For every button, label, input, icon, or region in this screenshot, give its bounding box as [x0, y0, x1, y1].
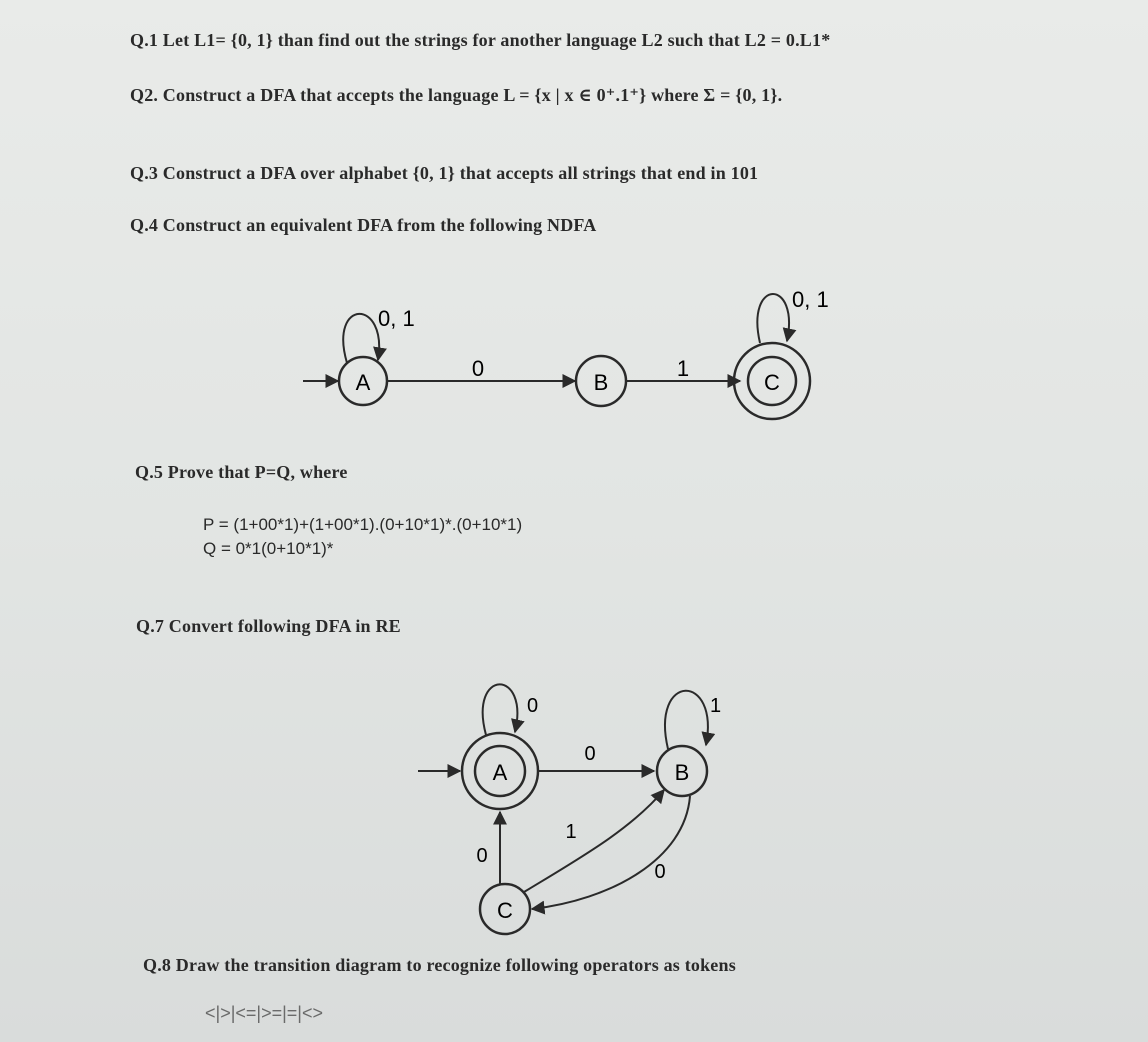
dfa-edge-b-c-label: 0 [654, 861, 666, 883]
operators-list: <|>|<=|>=|=|<> [205, 1003, 323, 1023]
ndfa-loop-a-label: 0, 1 [378, 306, 415, 331]
dfa-loop-a-label: 0 [527, 695, 539, 717]
dfa-loop-b [665, 691, 708, 749]
dfa-state-a-label: A [492, 760, 508, 785]
dfa-edge-c-a-label: 0 [476, 845, 488, 867]
question-8: Q.8 Draw the transition diagram to recognize following operators as tokens [143, 955, 736, 975]
question-7: Q.7 Convert following DFA in RE [136, 616, 401, 636]
dfa-edge-c-b-label: 1 [565, 821, 577, 843]
dfa-edge-a-b-label: 0 [584, 743, 596, 765]
question-5: Q.5 Prove that P=Q, where [135, 462, 348, 482]
dfa-loop-a [483, 684, 518, 735]
ndfa-state-a-label: A [355, 370, 371, 395]
ndfa-state-b-label: B [593, 370, 609, 395]
question-2: Q2. Construct a DFA that accepts the language L = {x | x ∈ 0⁺.1⁺} where Σ = {0, 1}. [130, 85, 783, 105]
dfa-state-b-label: B [674, 760, 690, 785]
question-4: Q.4 Construct an equivalent DFA from the following NDFA [130, 215, 597, 235]
dfa-state-c-label: C [497, 898, 513, 923]
dfa-edge-b-c [532, 796, 690, 909]
question-1: Q.1 Let L1= {0, 1} than find out the strings for another language L2 such that L2 = 0.L1* [130, 30, 831, 50]
ndfa-loop-c-label: 0, 1 [792, 287, 829, 312]
dfa-edge-c-b [524, 790, 664, 892]
ndfa-edge-b-c-label: 1 [676, 356, 690, 381]
ndfa-edge-a-b-label: 0 [471, 356, 485, 381]
ndfa-state-c-label: C [764, 370, 780, 395]
question-3: Q.3 Construct a DFA over alphabet {0, 1} that accepts all strings that end in 101 [130, 163, 759, 183]
formula-q: Q = 0*1(0+10*1)* [203, 539, 334, 558]
dfa-loop-b-label: 1 [710, 695, 722, 717]
formula-p: P = (1+00*1)+(1+00*1).(0+10*1)*.(0+10*1) [203, 515, 523, 534]
